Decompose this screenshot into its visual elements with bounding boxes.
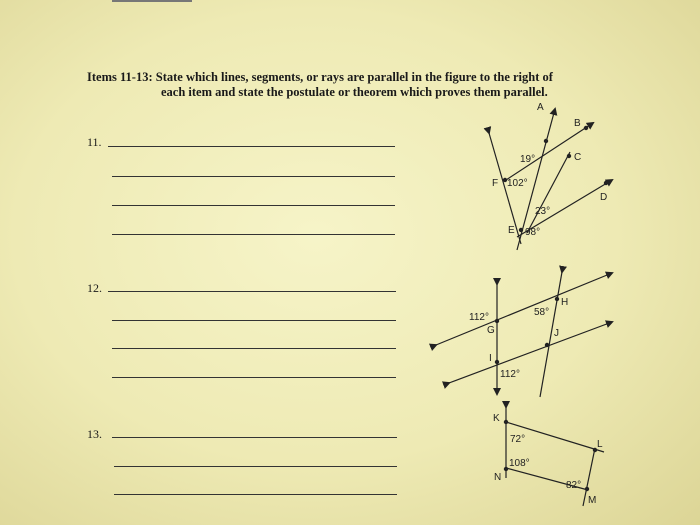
item-12-number: 12. [87, 281, 102, 295]
item-11-number: 11. [87, 135, 102, 149]
fig1-angle-19: 19° [520, 154, 536, 165]
fig1-point-C [567, 154, 571, 158]
fig1-label-C: C [574, 152, 582, 163]
instructions-line-2: each item and state the postulate or theorem which proves them parallel. [161, 85, 548, 99]
fig3-label-L: L [597, 439, 603, 450]
fig1-label-E: E [508, 225, 515, 236]
fig2-point-I [495, 360, 499, 364]
fig3-label-K: K [493, 413, 500, 424]
fig2-label-J: J [554, 328, 559, 339]
figure-3 [506, 407, 604, 506]
fig2-label-I: I [489, 353, 492, 364]
fig2-angle-112-top: 112° [469, 312, 489, 323]
fig2-line-GH [436, 273, 612, 345]
figure-2 [436, 272, 612, 397]
fig1-point-B [584, 126, 588, 130]
fig1-label-F: F [492, 178, 499, 189]
instructions-line-1: Items 11-13: State which lines, segments, or rays are parallel in the figure to the right of [87, 70, 553, 84]
fig1-label-B: B [574, 118, 581, 129]
fig3-point-M [585, 487, 589, 491]
fig3-point-K [504, 420, 508, 424]
fig3-angle-108: 108° [509, 458, 530, 469]
fig1-angle-98: 98° [525, 227, 541, 238]
fig1-point-A [544, 139, 548, 143]
fig2-label-G: G [487, 325, 495, 336]
fig3-point-N [504, 467, 508, 471]
fig2-line-IJ [449, 322, 612, 383]
fig1-point-D [604, 181, 608, 185]
fig1-label-A: A [537, 102, 544, 113]
item-13-number: 13. [87, 427, 102, 441]
fig3-label-M: M [588, 495, 597, 506]
fig2-point-H [555, 297, 559, 301]
fig1-label-D: D [600, 192, 608, 203]
fig2-label-H: H [561, 297, 569, 308]
fig1-angle-23: 23° [535, 206, 551, 217]
fig2-angle-58: 58° [534, 307, 550, 318]
fig2-point-G [495, 319, 499, 323]
fig1-point-E [519, 228, 523, 232]
fig1-angle-102: 102° [507, 178, 528, 189]
fig2-angle-112-bottom: 112° [500, 369, 520, 380]
fig3-label-N: N [494, 472, 502, 483]
fig2-point-J [545, 343, 549, 347]
fig3-angle-82: 82° [566, 480, 582, 491]
fig3-angle-72: 72° [510, 434, 526, 445]
